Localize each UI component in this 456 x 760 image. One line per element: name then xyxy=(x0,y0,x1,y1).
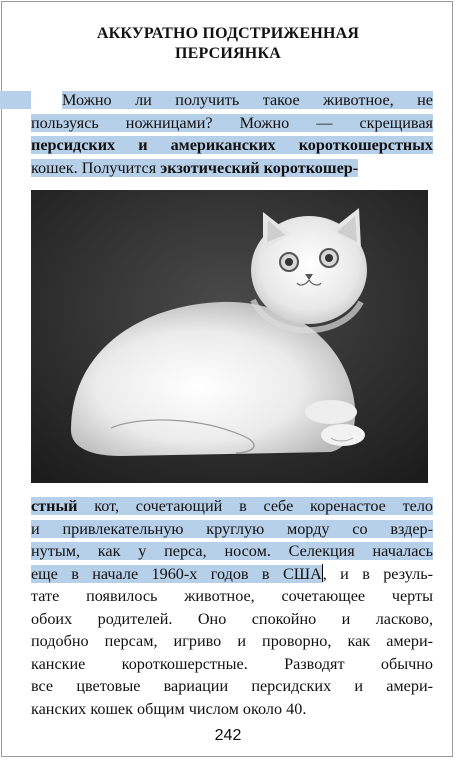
cat-photo xyxy=(31,190,428,483)
selected-text[interactable]: кошек. Получится xyxy=(31,158,161,177)
text-line[interactable]: тате появилось животное, сочетающее черты xyxy=(31,587,433,605)
text-line[interactable]: канские короткошерстные. Разводят обычно xyxy=(31,654,433,673)
selected-text[interactable]: экзотический короткошер- xyxy=(160,158,359,177)
title-line-1: АККУРАТНО ПОДСТРИЖЕННАЯ xyxy=(96,25,360,42)
title-line-2: ПЕРСИЯНКА xyxy=(174,45,282,62)
paragraph-2[interactable] xyxy=(31,495,433,720)
text-line[interactable]: канских кошек общим числом около 40. xyxy=(31,699,307,718)
selected-text[interactable]: Можно ли получить такое животное, не xyxy=(62,91,433,109)
text-line[interactable] xyxy=(31,89,433,112)
text-line[interactable] xyxy=(31,495,433,518)
text-line[interactable]: все цветовые вариации персидских и амери- xyxy=(31,677,433,695)
text-line[interactable]: обоих родителей. Оно спокойно и ласково, xyxy=(31,609,433,628)
text-line[interactable] xyxy=(31,518,433,541)
selected-text[interactable]: персидских и американских короткошерстных xyxy=(31,136,433,154)
text-line[interactable] xyxy=(31,563,433,586)
text-line[interactable] xyxy=(31,112,433,135)
page-number: 242 xyxy=(214,727,242,744)
text-line[interactable] xyxy=(31,157,433,180)
text-line[interactable]: подобно персам, игриво и проворно, как амери- xyxy=(31,632,433,650)
text-fragment[interactable]: , и в резуль- xyxy=(322,564,433,583)
page-title xyxy=(0,24,456,64)
cat-illustration xyxy=(31,190,428,483)
selected-text[interactable]: кот, сочетающий в себе коренастое тело xyxy=(77,497,433,515)
selected-text[interactable]: пользуясь ножницами? Можно — скрещивая xyxy=(31,113,433,132)
text-line[interactable] xyxy=(31,134,433,157)
selected-text[interactable]: и привлекательную круглую морду со вздер- xyxy=(31,519,433,538)
selected-text[interactable]: нутым, как у перса, носом. Селекция началась xyxy=(31,542,433,560)
paragraph-1[interactable] xyxy=(31,89,433,179)
text-line[interactable] xyxy=(31,540,433,563)
selected-text[interactable]: стный xyxy=(31,497,78,515)
selected-text[interactable]: еще в начале 1960-х годов в США xyxy=(31,564,322,583)
